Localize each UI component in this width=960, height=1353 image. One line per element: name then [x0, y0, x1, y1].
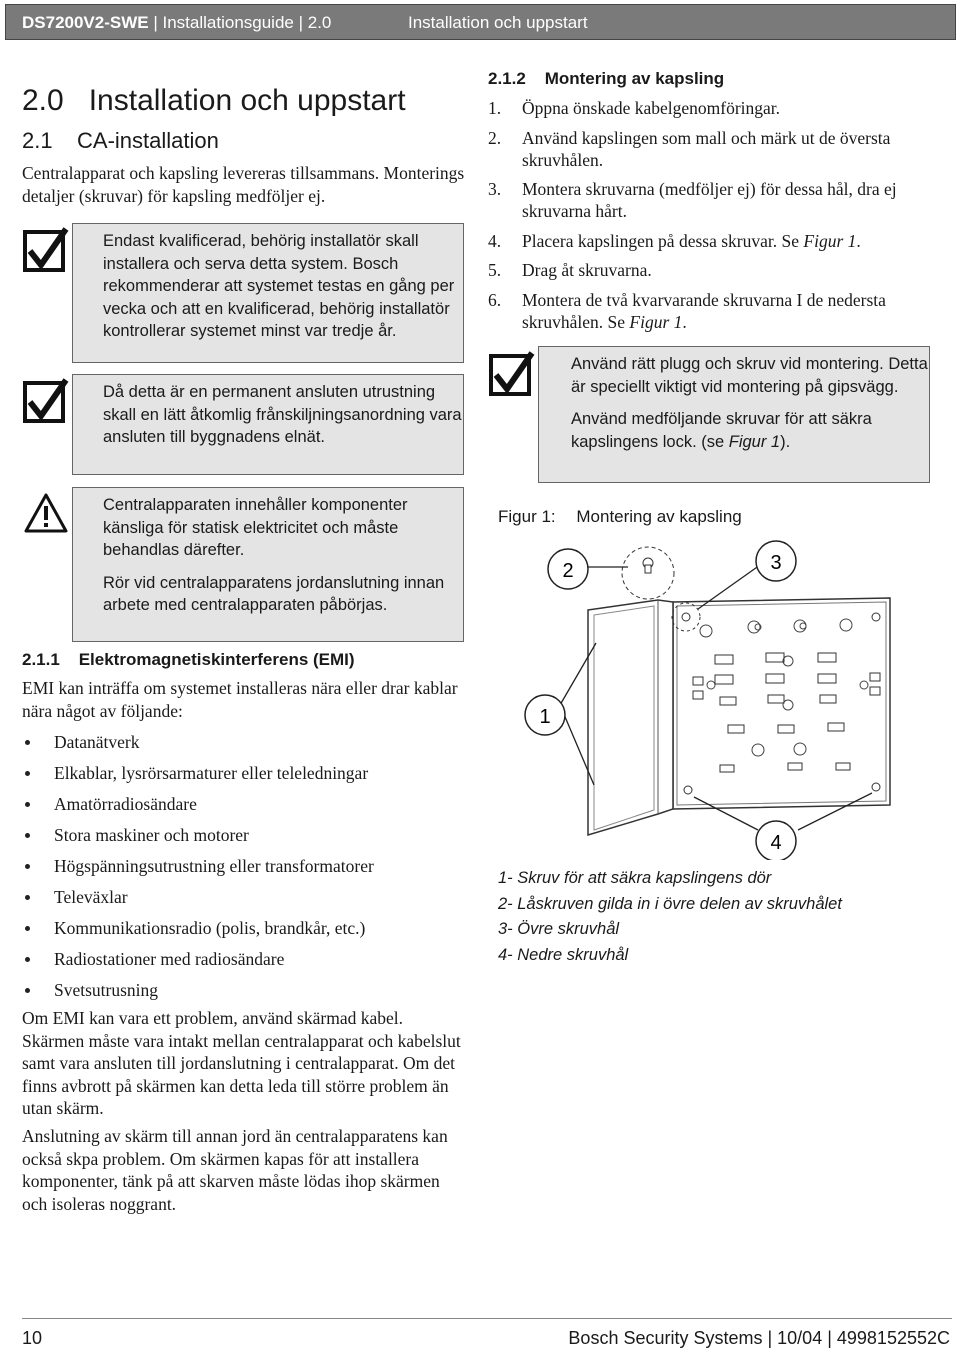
notice-box [72, 374, 464, 475]
notice-box [72, 487, 464, 642]
step-text-end: . [856, 230, 861, 251]
step-item [488, 127, 918, 171]
list-item: Stora maskiner och motorer [22, 824, 467, 855]
emi-paragraph-ground: Anslutning av skärm till annan jord än centralapparatens kan också skpa problem. Om skärmen kapas för att installera komponenter, tänk på att skarven måste lödas ihop skärmen och isoleras noggrant. [22, 1126, 448, 1214]
list-item: Datanätverk [22, 731, 467, 762]
header-section: Installation och uppstart [408, 13, 588, 32]
checkmark-icon [22, 378, 70, 424]
notice-qualified-installer [22, 223, 464, 363]
notice-box [72, 223, 464, 363]
emi-heading: 2.1.1 Elektromagnetiskinterferens (EMI) [22, 650, 355, 669]
notice-text: Rör vid centralapparatens jordanslutning innan arbete med centralapparaten påbörjas. [103, 573, 445, 614]
header-guide: Installationsguide [162, 13, 294, 32]
step-number: 2. [488, 127, 502, 148]
callout-label: 1 [539, 706, 551, 728]
callout-label: 4 [770, 832, 782, 854]
step-text: Använd kapslingen som mall och märk ut de översta skruvhålen. [522, 127, 891, 170]
list-item: Elkablar, lysrörsarmaturer eller teleledningar [22, 762, 467, 793]
step-text-end: . [682, 311, 687, 332]
callout-label: 3 [770, 552, 782, 574]
mounting-steps [488, 97, 918, 340]
legend-item: 1- Skruv för att säkra kapslingens dör [498, 869, 772, 887]
callout-1 [525, 695, 565, 735]
step-item [488, 230, 918, 252]
list-item: Radiostationer med radiosändare [22, 948, 467, 979]
figure-label: Figur 1: [498, 507, 556, 526]
notice-text: Endast kvalificerad, behörig installatör skall installera och serva detta system. Bosch rekommenderar att systemet testas en gång per vecka och att en kvalificerad, behörig installatör kontrollerar systemet minst var tredje år. [103, 232, 455, 340]
enclosure-mounting-illustration [488, 535, 908, 860]
callout-2 [548, 549, 588, 589]
notice-text-part: ). [780, 432, 791, 451]
list-item: Televäxlar [22, 886, 467, 917]
notice-text-lock [571, 408, 929, 453]
figure-reference: Figur 1 [803, 230, 857, 251]
notice-text: Använd rätt plugg och skruv vid montering. Detta är speciellt viktigt vid montering på gipsvägg. [571, 355, 928, 396]
list-item: Högspänningsutrustning eller transformatorer [22, 855, 467, 886]
intro-paragraph: Centralapparat och kapsling levereras tillsammans. Monterings detaljer (skruvar) för kapsling medföljer ej. [22, 163, 465, 206]
legend-item: 3- Övre skruvhål [498, 920, 620, 938]
mounting-heading: 2.1.2 Montering av kapsling [488, 69, 725, 88]
figure-legend [498, 866, 842, 968]
header-left: DS7200V2-SWE | Installationsguide | 2.0 [22, 13, 332, 32]
footer-company-info: Bosch Security Systems | 10/04 | 4998152552C [568, 1328, 950, 1348]
warning-icon [24, 493, 68, 533]
figure-reference: Figur 1 [728, 432, 781, 451]
figure-reference: Figur 1 [629, 311, 683, 332]
notice-static-warning [22, 487, 464, 642]
header-product: DS7200V2-SWE [22, 13, 149, 32]
page-title: 2.0 Installation och uppstart [22, 84, 406, 117]
step-number: 1. [488, 98, 502, 118]
step-text: Drag åt skruvarna. [522, 260, 652, 280]
step-text: Montera skruvarna (medföljer ej) för dessa hål, dra ej skruvarna hårt. [522, 179, 897, 221]
callout-label: 2 [562, 560, 574, 582]
step-text: Öppna önskade kabelgenomföringar. [522, 98, 781, 118]
enclosure-door [588, 600, 673, 835]
list-item: Kommunikationsradio (polis, brandkår, etc.) [22, 917, 467, 948]
notice-text-part: Använd medföljande skruvar för att säkra kapslingens lock. (se [571, 410, 872, 451]
step-number: 5. [488, 260, 502, 280]
notice-box [538, 346, 930, 483]
page-header [5, 4, 956, 40]
checkmark-icon [488, 351, 536, 397]
checkmark-icon [22, 227, 70, 273]
section-title: 2.1 CA-installation [22, 128, 219, 153]
upper-keyhole [643, 558, 653, 573]
page-number: 10 [22, 1328, 43, 1348]
step-number: 6. [488, 289, 502, 310]
callout-3 [756, 541, 796, 581]
step-item [488, 289, 918, 333]
header-version: 2.0 [307, 13, 332, 32]
step-item [488, 178, 918, 222]
list-item: Svetsutrusning [22, 979, 467, 1010]
footer-divider [22, 1318, 952, 1319]
callout-4 [756, 821, 796, 860]
step-number: 3. [488, 179, 502, 199]
list-item: Amatörradiosändare [22, 793, 467, 824]
step-item [488, 259, 918, 281]
step-item [488, 97, 918, 119]
step-number: 4. [488, 230, 502, 251]
notice-text: Centralapparaten innehåller komponenter känsliga för statisk elektricitet och måste behandlas därefter. [103, 496, 408, 559]
step-text: Montera de två kvarvarande skruvarna I de nedersta skruvhålen. Se [522, 289, 886, 332]
figure-caption [498, 507, 742, 527]
notice-mounting-screws [488, 346, 930, 483]
step-text: Placera kapslingen på dessa skruvar. Se [522, 230, 804, 251]
notice-disconnect-device [22, 374, 464, 475]
figure-title: Montering av kapsling [576, 507, 742, 526]
emi-source-list [22, 731, 467, 1010]
notice-text: Då detta är en permanent ansluten utrustning skall en lätt åtkomlig frånskiljningsanordning vara ansluten till byggnadens elnät. [103, 383, 462, 446]
legend-item: 2- Låskruven gilda in i övre delen av skruvhålet [498, 894, 842, 913]
emi-intro: EMI kan inträffa om systemet installeras nära eller drar kablar nära något av följande: [22, 678, 458, 721]
legend-item: 4- Nedre skruvhål [498, 945, 629, 964]
emi-paragraph-shielding: Om EMI kan vara ett problem, använd skärmad kabel. Skärmen måste vara intakt mellan centralapparat och kabelslut samt vara ansluten till jordanslutning i centralapparat. Om det finns avbrott på skärmen kan detta leda till större problem än utan skärm. [22, 1008, 461, 1118]
